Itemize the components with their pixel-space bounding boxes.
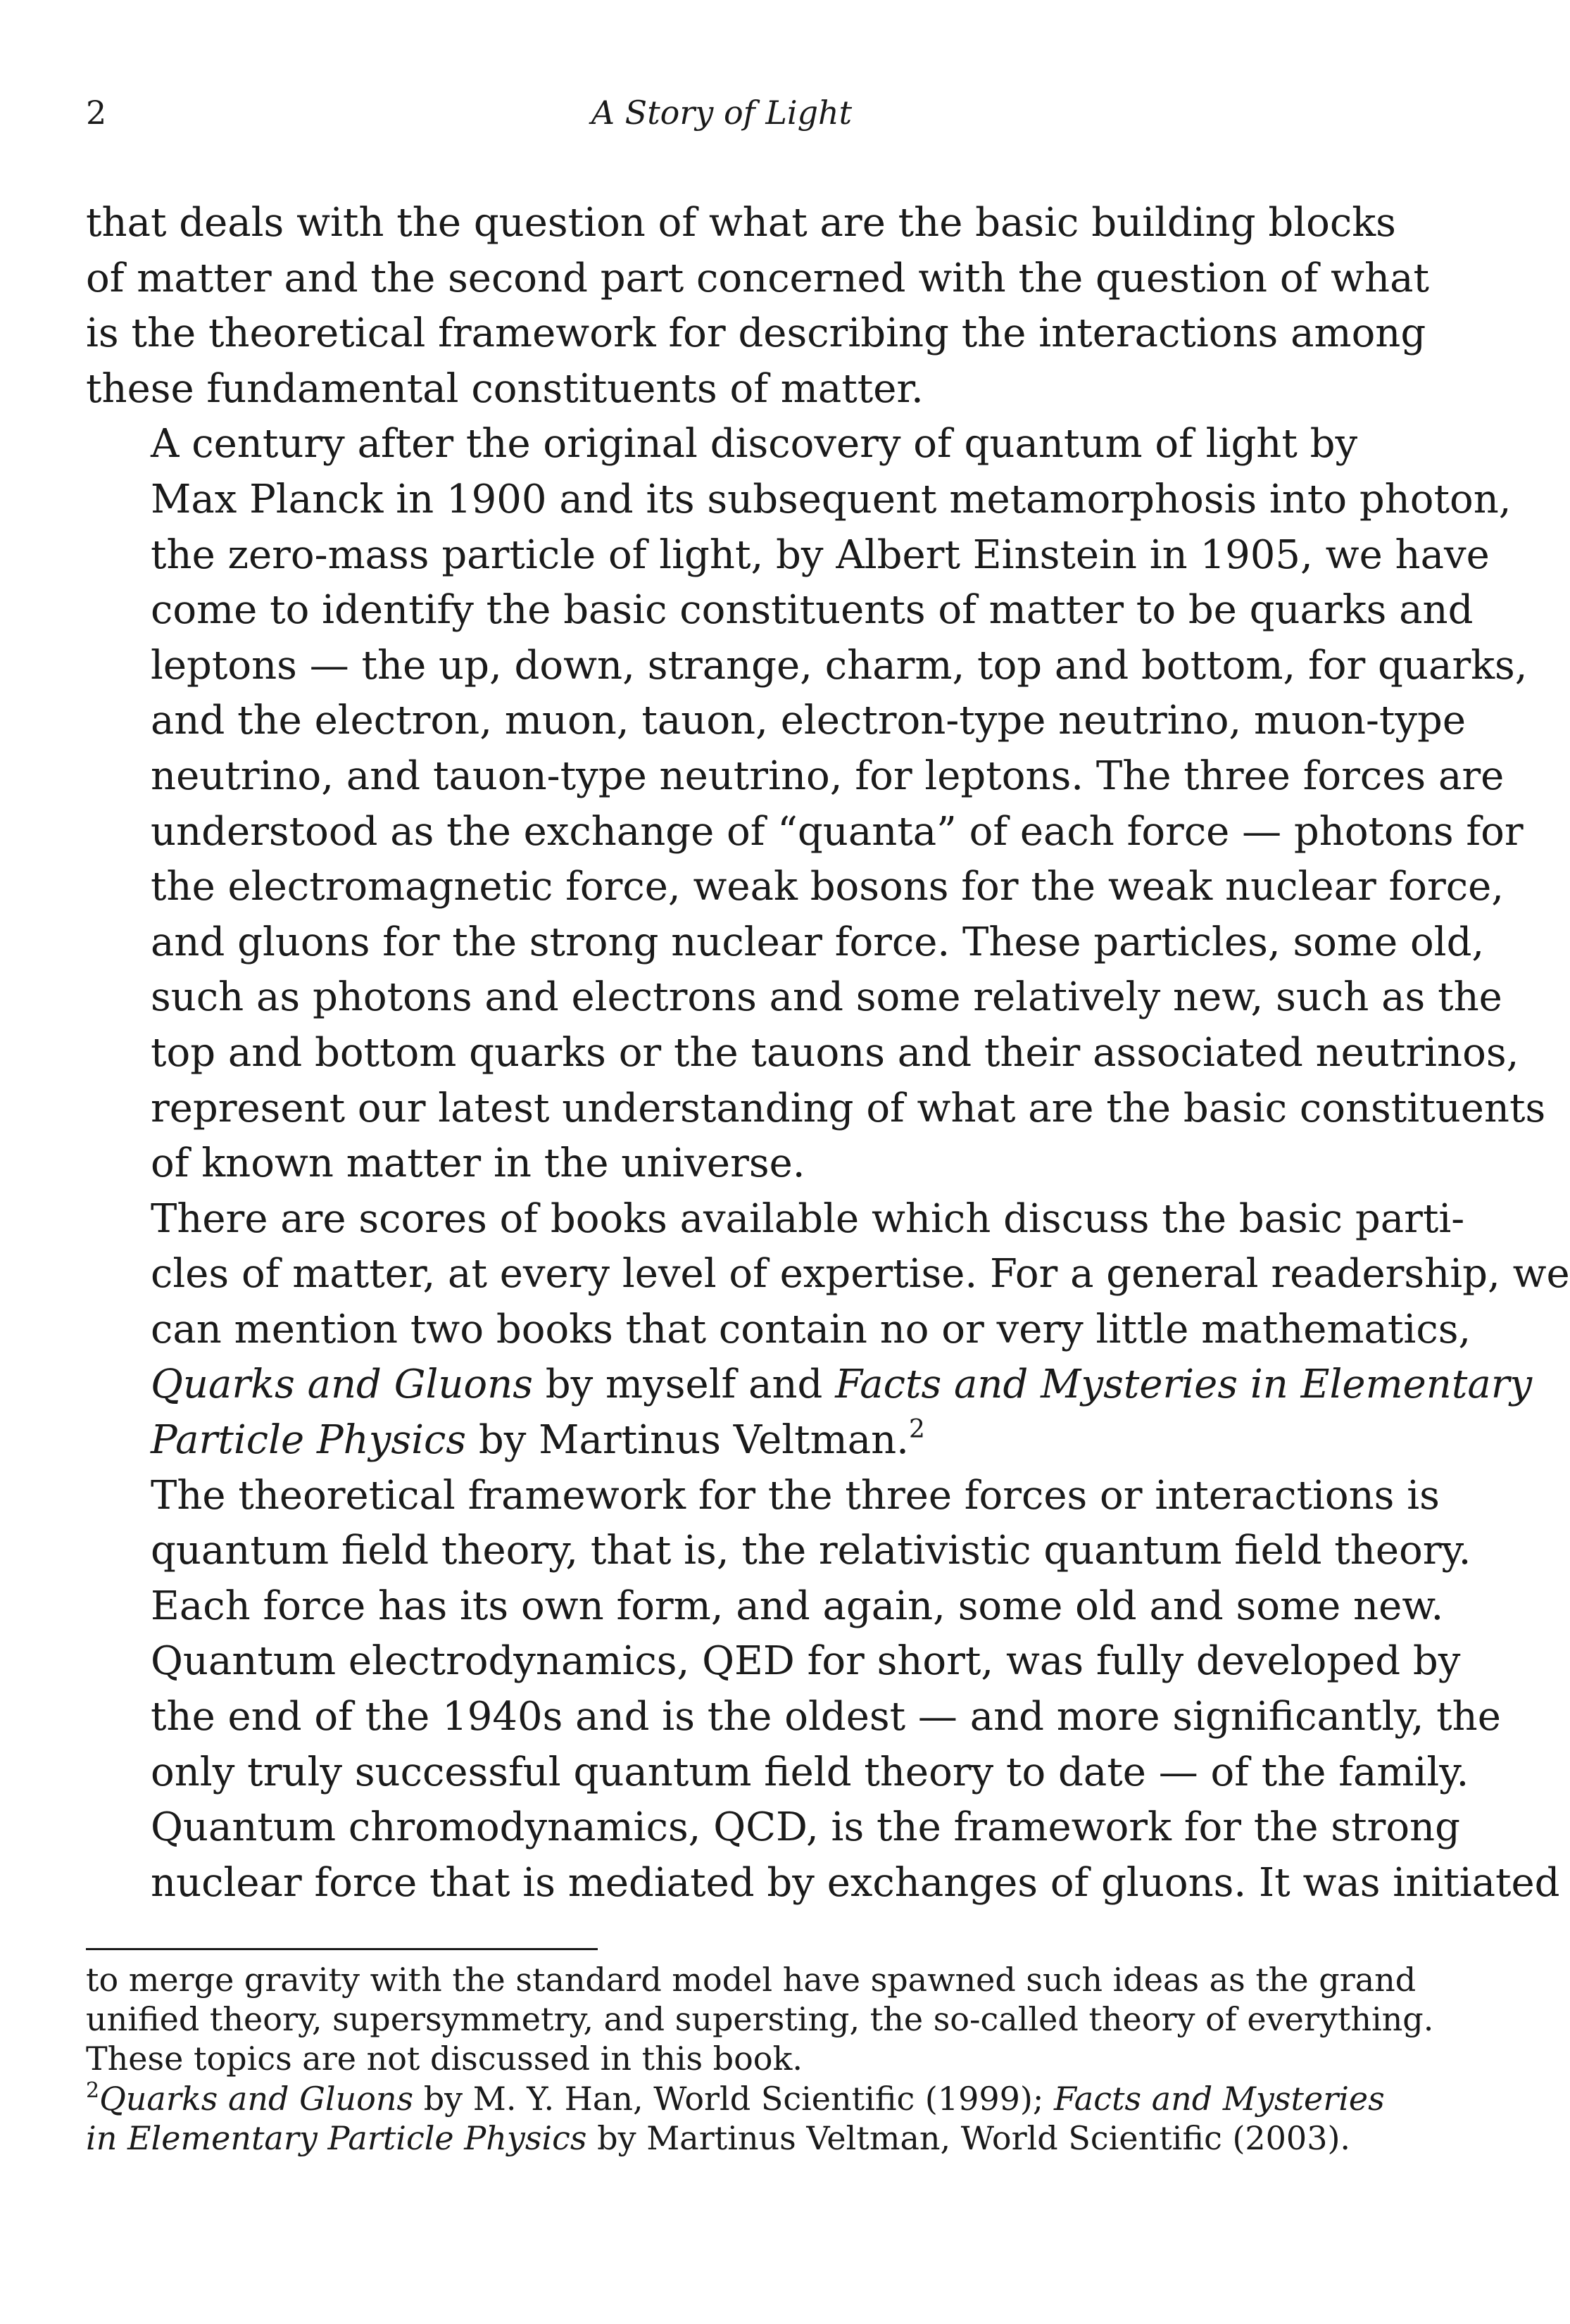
paragraph-3 [86,1192,1570,1469]
book-title-facts-and-mysteries: Facts and Mysteries in Elementary [835,1362,1533,1408]
text-line: such as photons and electrons and some relatively new, such as the [151,974,1502,1021]
text-line: Quantum electrodynamics, QED for short, was fully developed by [151,1638,1461,1685]
footnote-line: unified theory, supersymmetry, and supersting, the so-called theory of everything. [86,2000,1434,2039]
text-line: The theoretical framework for the three forces or interactions is [151,1472,1440,1519]
text-line: come to identify the basic constituents of matter to be quarks and [151,587,1474,634]
paragraph-4 [86,1469,1560,1911]
text-line: is the theoretical framework for describing the interactions among [86,310,1426,357]
page-number: 2 [86,94,107,132]
footnote-book-title-cont: in Elementary Particle Physics [86,2118,587,2157]
footnote-line [86,2118,1357,2158]
book-title-quarks-and-gluons: Quarks and Gluons [151,1362,533,1408]
main-text [86,196,1570,1911]
footnote-mark: 2 [86,2078,100,2103]
footnote-divider [86,1948,598,1950]
footnote-reference[interactable]: 2 [908,1415,925,1445]
text-line [86,1357,1533,1413]
text-line: these fundamental constituents of matter. [86,365,924,412]
text-line: of matter and the second part concerned with the question of what [86,255,1429,301]
text-fragment: by M. Y. Han, World Scientific (1999); [413,2079,1054,2118]
text-fragment: by myself and [532,1362,836,1408]
text-line: only truly successful quantum field theory to date — of the family. [151,1749,1469,1795]
book-title-facts-and-mysteries-cont: Particle Physics [151,1417,467,1464]
text-line: the electromagnetic force, weak bosons for the weak nuclear force, [151,864,1505,910]
footnote-line: These topics are not discussed in this book. [86,2040,803,2078]
footnotes [86,1960,1434,2158]
footnote-line [86,2078,1385,2118]
footnote-line: to merge gravity with the standard model have spawned such ideas as the grand [86,1961,1417,1999]
footnote-continued [86,1960,1434,2079]
text-line: top and bottom quarks or the tauons and their associated neutrinos, [151,1029,1519,1076]
text-fragment: by Martinus Veltman, World Scientific (2003). [586,2118,1351,2157]
footnote-book-title: Quarks and Gluons [99,2079,414,2118]
text-line: nuclear force that is mediated by exchanges of gluons. It was initiated [151,1859,1560,1906]
text-line: can mention two books that contain no or very little mathematics, [151,1306,1471,1352]
text-line: neutrino, and tauon-type neutrino, for leptons. The three forces are [151,753,1505,799]
text-line: that deals with the question of what are the basic building blocks [86,200,1396,246]
text-line: cles of matter, at every level of expertise. For a general readership, we [151,1251,1570,1298]
text-line: Each force has its own form, and again, some old and some new. [151,1583,1444,1629]
footnote-2 [86,2078,1385,2158]
text-line: A century after the original discovery of quantum of light by [151,421,1358,467]
text-line: and gluons for the strong nuclear force. These particles, some old, [151,919,1485,965]
paragraph-2 [86,417,1546,1191]
text-line: understood as the exchange of “quanta” of each force — photons for [151,808,1524,855]
text-line: of known matter in the universe. [151,1141,805,1187]
text-line: quantum field theory, that is, the relativistic quantum field theory. [151,1528,1471,1574]
running-header [86,90,1357,135]
text-line: represent our latest understanding of what are the basic constituents [151,1085,1546,1131]
text-line: Max Planck in 1900 and its subsequent metamorphosis into photon, [151,476,1512,522]
text-line: leptons — the up, down, strange, charm, top and bottom, for quarks, [151,642,1528,689]
footnote-book-title: Facts and Mysteries [1054,2079,1385,2118]
text-line: There are scores of books available which discuss the basic parti- [151,1195,1465,1242]
text-line [86,1413,1357,1469]
text-fragment: by Martinus Veltman. [466,1417,909,1464]
text-line: the end of the 1940s and is the oldest — and more significantly, the [151,1694,1501,1740]
paragraph-1 [86,196,1429,417]
running-title: A Story of Light [591,94,853,132]
text-line: the zero-mass particle of light, by Albert Einstein in 1905, we have [151,532,1490,578]
text-line: and the electron, muon, tauon, electron-type neutrino, muon-type [151,698,1467,744]
text-line: Quantum chromodynamics, QCD, is the framework for the strong [151,1804,1460,1851]
